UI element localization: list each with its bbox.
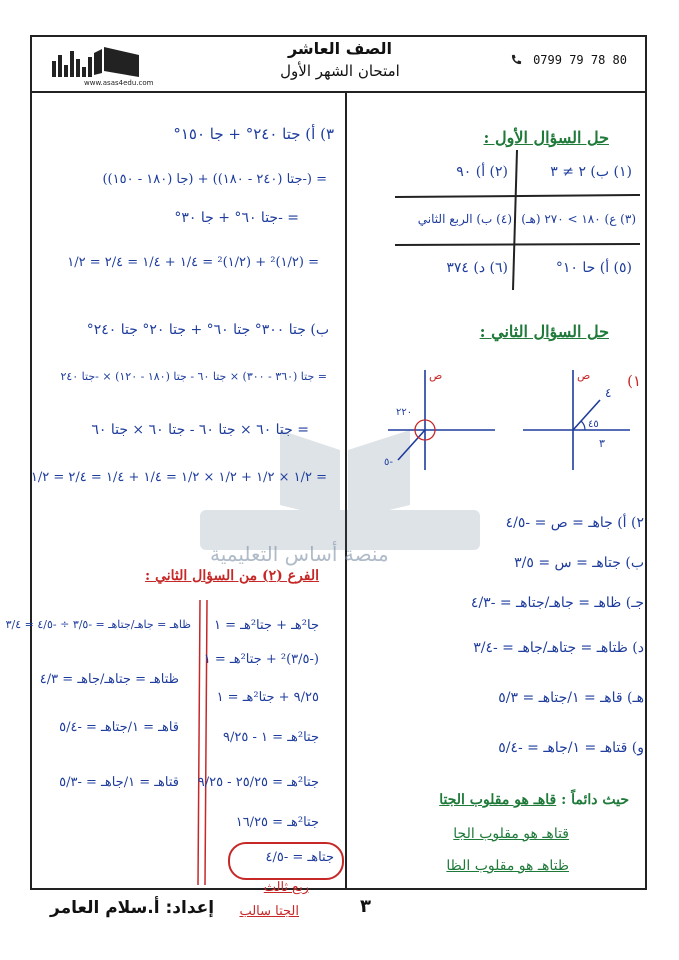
watermark-text: منصة أساس التعليمية <box>210 542 389 566</box>
page-subtitle: امتحان الشهر الأول <box>280 62 400 80</box>
page-footer <box>30 890 647 930</box>
part-value: -٤/٣ <box>470 595 496 611</box>
note-line: قاهـ هو مقلوب الجتا <box>439 792 557 808</box>
note-line: قتاهـ هو مقلوب الجا <box>453 826 569 842</box>
table-cell: (٢) أ) ٩٠ <box>456 164 508 180</box>
part-label: ٢) أ) جاهـ = ص = <box>534 515 644 531</box>
graph-label: ص <box>429 369 443 382</box>
graph-label: ٣ <box>599 437 605 450</box>
q1-answer-table <box>395 150 640 290</box>
q3a-line: = (١/٢)² + (١/٢)² = ١/٤ + ١/٤ = ٢/٤ = ١/٢ <box>67 255 319 270</box>
q3a-title: ٣) أ) جتا ٢٤٠° + جا ١٥٠° <box>173 125 334 143</box>
part-line <box>471 595 644 611</box>
q2-item-label: ١) <box>627 372 641 390</box>
note-title-text: حيث دائماً : <box>561 792 629 808</box>
branch-heading: الفرع (٢) من السؤال الثاني : <box>145 568 319 584</box>
phone-number <box>511 53 627 67</box>
branch-a-line: جتا²هـ = ١٦/٢٥ <box>235 815 319 830</box>
title-block <box>230 39 450 80</box>
q1-heading: حل السؤال الأول : <box>483 128 609 147</box>
page-header <box>30 35 647 93</box>
branch-a-line: ٩/٢٥ + جتا²هـ = ١ <box>216 690 319 705</box>
graph-left <box>380 365 500 475</box>
q3b-line: = ١/٢ × ١/٢ + ١/٢ × ١/٢ = ١/٤ + ١/٤ = ٢/٤ = ١/٢ <box>30 470 327 485</box>
q3b-line: = جتا (٣٦٠ - ٣٠٠) × جتا ٦٠ - جتا (١٨٠ - ١٢٠) × -جتا ٢٤٠ <box>60 370 327 383</box>
graph-label: ٤ <box>605 386 612 400</box>
graph-label: ٤٥ <box>588 419 599 430</box>
red-note: الجتا سالب <box>239 904 299 919</box>
red-note: ربع ثالث <box>263 880 309 895</box>
table-cell: (٦) د) ٣٧٤ <box>446 260 508 276</box>
branch-a-line: جا²هـ + جتا²هـ = ١ <box>214 618 319 633</box>
table-cell: (٥) أ) حا ١٠° <box>555 260 632 276</box>
svg-text:www.asas4edu.com: www.asas4edu.com <box>84 79 154 87</box>
graph-label: ٥- <box>384 457 393 468</box>
phone-text: 0799 79 78 80 <box>533 53 627 67</box>
part-label: جـ) ظاهـ = جاهـ/جتاهـ = <box>499 595 644 611</box>
part-value: ٣/٥ <box>514 555 534 571</box>
branch-b-line: قتاهـ = ١/جاهـ = -٥/٣ <box>59 775 179 790</box>
table-cell: (٤) ب) الربع الثاني <box>417 212 512 226</box>
asas-logo <box>44 41 154 87</box>
part-value: -٣/٤ <box>473 640 498 656</box>
part-line <box>498 740 644 756</box>
part-value: -٤/٥ <box>505 515 531 531</box>
part-line <box>514 555 644 571</box>
part-label: و) قتاهـ = ١/جاهـ = <box>527 740 644 756</box>
author-credit: إعداد: أ.سلام العامر <box>50 898 215 918</box>
part-line <box>498 690 644 706</box>
branch-a-line: جتا²هـ = ١ - ٩/٢٥ <box>223 730 319 745</box>
part-label: د) ظتاهـ = جتاهـ/جاهـ = <box>502 640 644 656</box>
branch-a-line: (-٣/٥)² + جتا²هـ = ١ <box>203 652 319 667</box>
graph-right <box>515 365 635 475</box>
graph-label: ص <box>577 369 591 382</box>
phone-icon <box>511 54 522 65</box>
table-cell: (٣) ع) ١٨٠ > ٢٧٠ (هـ) <box>521 212 636 226</box>
q3a-line: = (-جتا (٢٤٠ - ١٨٠)) + (جا (١٨٠ - ١٥٠)) <box>102 172 327 187</box>
part-label: ب) جتاهـ = س = <box>538 555 644 571</box>
graph-label: ٢٢٠ <box>396 407 413 418</box>
part-value: -٥/٤ <box>498 740 523 756</box>
branch-rule <box>195 600 215 890</box>
branch-b-line: قاهـ = ١/جتاهـ = -٥/٤ <box>59 720 179 735</box>
q3a-line: = -جتا ٦٠° + جا ٣٠° <box>174 210 299 226</box>
branch-a-answer: جتاهـ = -٤/٥ <box>265 850 334 865</box>
q3b-line: = جتا ٦٠ × جتا ٦٠ - جتا ٦٠ × جتا ٦٠ <box>91 422 309 438</box>
branch-b-line: ظاهـ = جاهـ/جتاهـ = -٣/٥ ÷ -٤/٥ = ٣/٤ <box>5 618 191 631</box>
part-line <box>473 640 644 656</box>
part-value: ٥/٣ <box>498 690 518 706</box>
page-number: ٣ <box>360 896 371 917</box>
q3b-title: ب) جتا ٣٠٠° جتا ٦٠° + جتا ٢٠° جتا ٢٤٠° <box>86 322 329 338</box>
part-label: هـ) قاهـ = ١/جتاهـ = <box>522 690 644 706</box>
table-cell: (١) ب) ٢ ≠ ٣ <box>550 164 632 180</box>
part-line <box>506 515 644 531</box>
page-title: الصف العاشر <box>287 39 393 58</box>
branch-b-line: ظتاهـ = جتاهـ/جاهـ = ٤/٣ <box>39 672 179 687</box>
note-title <box>439 792 629 808</box>
note-line: ظتاهـ هو مقلوب الظا <box>446 858 569 874</box>
q2-heading: حل السؤال الثاني : <box>479 322 609 341</box>
branch-a-line: جتا²هـ = ٢٥/٢٥ - ٩/٢٥ <box>197 775 319 790</box>
